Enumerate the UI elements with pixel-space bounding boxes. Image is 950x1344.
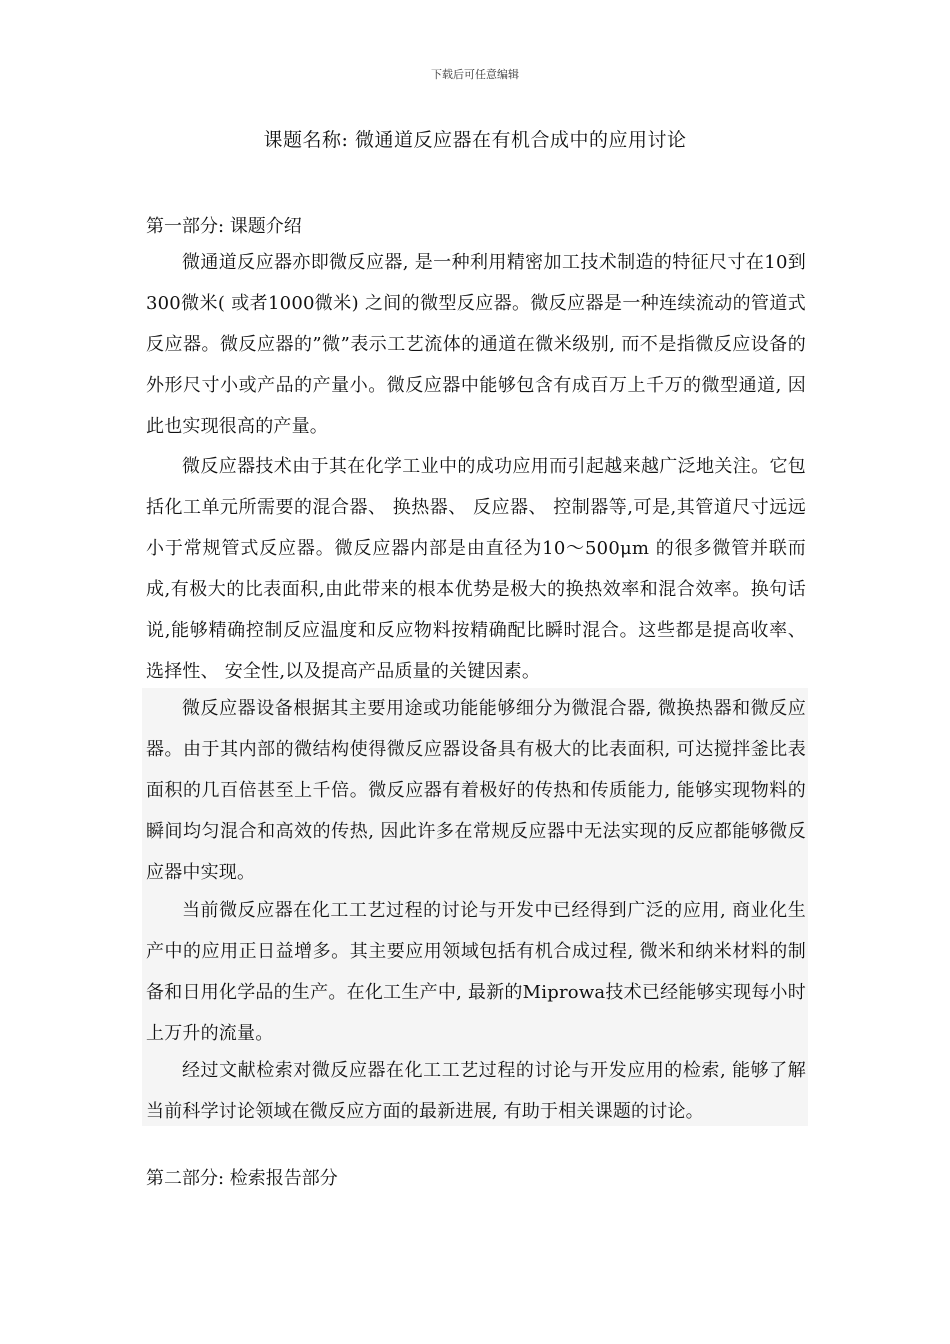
section-heading-intro: 第一部分: 课题介绍 — [146, 216, 302, 237]
paragraph-intro-applications: 当前微反应器在化工工艺过程的讨论与开发中已经得到广泛的应用, 商业化生产中的应用正日益增多。其主要应用领域包括有机合成过程, 微米和纳米材料的制备和日用化学品的生产。在化工生产中, 最新的Miprowa技术已经能够实现每小时上万升的流量。 — [146, 900, 806, 1044]
document-title: 课题名称: 微通道反应器在有机合成中的应用讨论 — [263, 129, 687, 151]
paragraph-intro-technology: 微反应器技术由于其在化学工业中的成功应用而引起越来越广泛地关注。它包括化工单元所需要的混合器、 换热器、 反应器、 控制器等,可是,其管道尺寸远远小于常规管式反应器。微反应器内部是由直径为10～500μm 的很多微管并联而成,有极大的比表面积,由此带来的根本优势是极大的换热效率和混合效率。换句话说,能够精确控制反应温度和反应物料按精确配比瞬时混合。这些都是提高收率、 选择性、 安全性,以及提高产品质量的关键因素。 — [146, 456, 806, 682]
paragraph-intro-definition: 微通道反应器亦即微反应器, 是一种利用精密加工技术制造的特征尺寸在10到300微米( 或者1000微米) 之间的微型反应器。微反应器是一种连续流动的管道式反应器。微反应器的”微”表示工艺流体的通道在微米级别, 而不是指微反应设备的外形尺寸小或产品的产量小。微反应器中能够包含有成百万上千万的微型通道, 因此也实现很高的产量。 — [146, 252, 806, 437]
paragraph-intro-classification: 微反应器设备根据其主要用途或功能能够细分为微混合器, 微换热器和微反应器。由于其内部的微结构使得微反应器设备具有极大的比表面积, 可达搅拌釜比表面积的几百倍甚至上千倍。微反应器有着极好的传热和传质能力, 能够实现物料的瞬间均匀混合和高效的传热, 因此许多在常规反应器中无法实现的反应都能够微反应器中实现。 — [146, 698, 806, 883]
header-note: 下载后可任意编辑 — [431, 68, 519, 81]
section-heading-search-report: 第二部分: 检索报告部分 — [146, 1168, 338, 1189]
paragraph-intro-literature: 经过文献检索对微反应器在化工工艺过程的讨论与开发应用的检索, 能够了解当前科学讨论领域在微反应方面的最新进展, 有助于相关课题的讨论。 — [146, 1060, 806, 1122]
